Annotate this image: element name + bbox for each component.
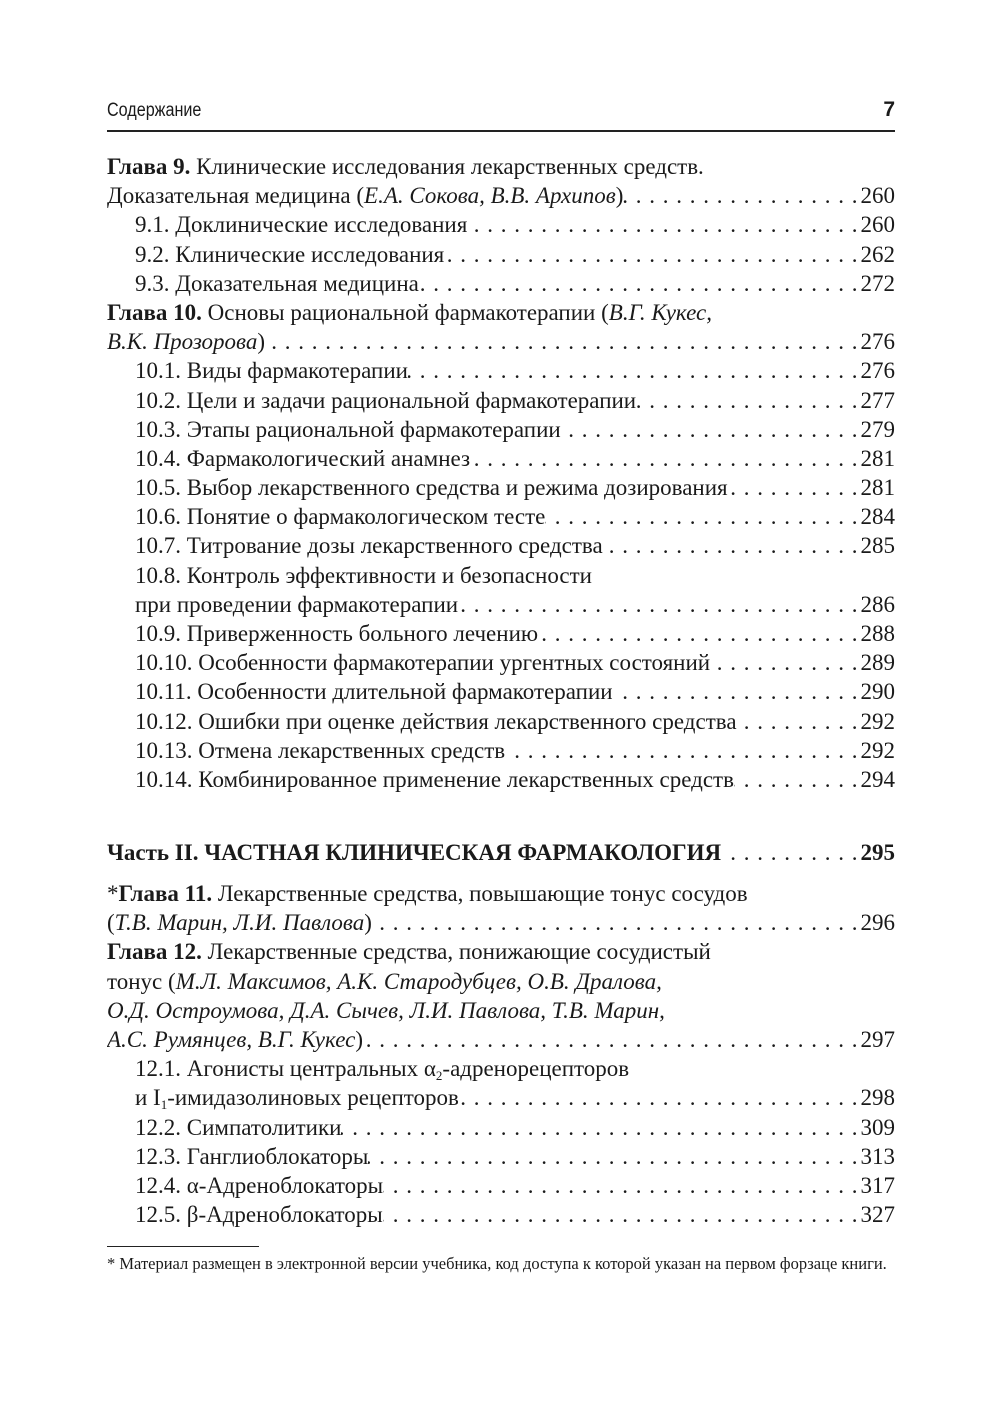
toc-entry-page: 276 [860, 358, 895, 384]
toc-entry-page: 317 [860, 1172, 895, 1198]
toc-entry-text [107, 879, 748, 908]
dot-leader [419, 269, 861, 298]
toc-entry[interactable] [107, 1171, 895, 1200]
toc-entry-text-part: 12.2. Симпатолитики [135, 1114, 342, 1140]
toc-entry-text-part: ) [615, 183, 624, 209]
toc-entry-text-part: Лекарственные средства, понижающие сосудистый [201, 939, 711, 965]
toc-entry-text [107, 937, 711, 966]
footnote-divider [107, 1246, 259, 1247]
dot-leader [383, 1200, 861, 1229]
dot-leader [363, 1025, 861, 1054]
toc-entry-page: 313 [860, 1143, 895, 1169]
toc-entry-text [135, 269, 419, 298]
toc-entry-authors: Е.А. Сокова, В.В. Архипов [364, 183, 616, 209]
toc-entry[interactable] [107, 996, 895, 1025]
toc-entry-page: 285 [860, 533, 895, 559]
toc-entry[interactable] [107, 531, 895, 560]
toc-entry-text [107, 967, 662, 996]
toc-entry-text-part: ) [364, 910, 372, 936]
toc-entry-text-part: 12.5. β-Адреноблокаторы [135, 1202, 383, 1228]
toc-entry[interactable] [107, 444, 895, 473]
toc-entry-text [135, 765, 734, 794]
dot-leader [458, 590, 860, 619]
toc-entry-page: 284 [860, 504, 895, 530]
toc-entry-text-part: 10.10. Особенности фармакотерапии ургентных состояний [135, 650, 711, 676]
toc-entry[interactable] [107, 327, 895, 356]
toc-entry[interactable] [107, 269, 895, 298]
toc-entry[interactable] [107, 677, 895, 706]
toc-entry-text [135, 210, 467, 239]
toc-entry-page: 289 [860, 650, 895, 676]
toc-entry-text [107, 1025, 363, 1054]
toc-entry-text [135, 356, 408, 385]
toc-entry-authors: О.Д. Остроумова, Д.А. Сычев, Л.И. Павлова, Т.В. Марин, [107, 997, 665, 1023]
toc-entry-page: 309 [860, 1114, 895, 1140]
toc-entry-text [135, 1142, 368, 1171]
toc-entry-text-part: 10.8. Контроль эффективности и безопасности [135, 562, 592, 588]
toc-entry[interactable] [107, 908, 895, 937]
page-number: 7 [883, 98, 895, 121]
toc-entry-text-part: 10.11. Особенности длительной фармакотерапии [135, 679, 613, 705]
toc-entry-page: 281 [860, 445, 895, 471]
dot-leader [734, 765, 861, 794]
toc-entry-text [135, 590, 458, 619]
toc-entry-page: 298 [860, 1085, 895, 1111]
toc-entry-text [135, 1171, 383, 1200]
toc-entry[interactable] [107, 240, 895, 269]
toc-entry[interactable] [107, 967, 895, 996]
toc-entry-text-part: 10.5. Выбор лекарственного средства и режима дозирования [135, 475, 728, 501]
toc-entry-text [135, 444, 470, 473]
toc-entry-text-part: 12.4. α-Адреноблокаторы [135, 1172, 384, 1198]
dot-leader [636, 386, 860, 415]
toc-entry-text-part: 12.1. Агонисты центральных α [135, 1056, 436, 1082]
toc-entry[interactable] [107, 648, 895, 677]
toc-entry[interactable] [107, 561, 895, 590]
toc-entry-text-part: ) [257, 329, 266, 355]
toc-entry-text-part: 10.3. Этапы рациональной фармакотерапии [135, 416, 561, 442]
toc-entry-text-part: 10.9. Приверженность больного лечению [135, 621, 539, 646]
toc-entry-text-part: Лекарственные средства, повышающие тонус сосудов [212, 881, 748, 906]
toc-entry-authors: В.Г. Кукес, [608, 299, 712, 325]
toc-entry-page: 292 [860, 708, 895, 734]
toc-entry-label: Часть II. ЧАСТНАЯ КЛИНИЧЕСКАЯ ФАРМАКОЛОГИЯ [107, 840, 722, 865]
toc-entry-text-part: * [107, 881, 119, 906]
toc-entry[interactable] [107, 152, 895, 181]
toc-entry[interactable] [107, 838, 895, 867]
toc-entry-page: 295 [860, 840, 895, 865]
toc-entry-text-part: 12.3. Ганглиоблокаторы [135, 1143, 369, 1169]
toc-entry-text-part: 10.12. Ошибки при оценке действия лекарственного средства [135, 708, 737, 734]
toc-entry-text [135, 1113, 341, 1142]
toc-entry[interactable] [107, 181, 895, 210]
toc-entry-text [135, 619, 538, 648]
dot-leader [728, 473, 861, 502]
toc-entry[interactable] [107, 1200, 895, 1229]
dot-leader [545, 502, 860, 531]
dot-leader [372, 908, 861, 937]
toc-entry-authors: А.С. Румянцев, В.Г. Кукес [107, 1026, 356, 1052]
toc-entry[interactable] [107, 298, 895, 327]
toc-entry-text-part: 10.13. Отмена лекарственных средств [135, 737, 506, 763]
toc-entry-page: 290 [860, 679, 895, 705]
toc-entry[interactable] [107, 590, 895, 619]
footnote: * Материал размещен в электронной версии учебника, код доступа к которой указан на первом форзаце книги. [107, 1254, 887, 1273]
toc-entry-page: 260 [860, 183, 895, 209]
toc-entry-text-part: 9.1. Доклинические исследования [135, 212, 468, 238]
toc-entry-text-part: при проведении фармакотерапии [135, 591, 459, 617]
dot-leader [737, 707, 861, 736]
toc-entry-text [107, 838, 721, 867]
toc-entry-text [107, 298, 712, 327]
dot-leader [408, 356, 861, 385]
toc-entry-page: 272 [860, 270, 895, 296]
toc-entry-text [107, 327, 265, 356]
dot-leader [505, 736, 860, 765]
dot-leader [341, 1113, 860, 1142]
toc-entry[interactable] [107, 765, 895, 794]
toc-entry-page: 294 [860, 766, 895, 792]
toc-entry-page: 327 [860, 1202, 895, 1228]
toc-entry-text [135, 386, 636, 415]
dot-leader [538, 619, 860, 648]
toc-entry-text-part: и I [135, 1085, 161, 1111]
toc-entry-page: 286 [860, 591, 895, 617]
toc-entry-text [135, 677, 613, 706]
toc-entry[interactable] [107, 937, 895, 966]
toc-entry-label: Глава 9. [107, 154, 191, 179]
toc-entry-text-part: 9.3. Доказательная медицина [135, 270, 419, 296]
running-header [107, 98, 895, 132]
dot-leader [623, 181, 860, 210]
toc-entry-text [135, 1054, 629, 1083]
toc-entry-text [135, 240, 444, 269]
toc-entry-authors: В.К. Прозорова [107, 329, 258, 355]
toc-entry-text-part: тонус ( [107, 968, 176, 994]
toc-entry-text [135, 502, 545, 531]
toc-entry-text [107, 152, 704, 181]
toc-entry-text [107, 996, 665, 1025]
toc-entry-text [135, 473, 728, 502]
toc-entry[interactable] [107, 473, 895, 502]
dot-leader [467, 210, 860, 239]
toc-entry-text [135, 531, 603, 560]
toc-entry-label: Глава 12. [107, 939, 202, 965]
toc-entry-text-part: 1 [160, 1097, 168, 1113]
toc-entry-text-part: 2 [435, 1068, 443, 1084]
toc-entry-text [135, 1200, 383, 1229]
toc-entry-page: 262 [860, 241, 895, 267]
toc-entry[interactable] [107, 707, 895, 736]
toc-entry[interactable] [107, 1054, 895, 1083]
toc-entry-label: Глава 10. [107, 299, 202, 325]
toc-entry[interactable] [107, 1113, 895, 1142]
toc-entry-text-part: 10.7. Титрование дозы лекарственного средства [135, 533, 603, 559]
toc-entry[interactable] [107, 1083, 895, 1112]
toc-entry[interactable] [107, 386, 895, 415]
toc-entry-text-part: -имидазолиновых рецепторов [167, 1085, 459, 1111]
toc-entry[interactable] [107, 619, 895, 648]
toc-entry-text-part: -адренорецепторов [442, 1056, 630, 1082]
toc-entry-text-part: 9.2. Клинические исследования [135, 241, 445, 267]
toc-entry[interactable] [107, 356, 895, 385]
toc-entry-label: Глава 11. [118, 881, 213, 906]
toc-entry[interactable] [107, 1025, 895, 1054]
toc-entry-authors: Т.В. Марин, Л.И. Павлова [114, 910, 365, 936]
toc-entry-text-part: ( [107, 910, 115, 936]
toc-entry-text-part: 10.4. Фармакологический анамнез [135, 445, 471, 471]
dot-leader [561, 415, 861, 444]
dot-leader [710, 648, 860, 677]
toc-entry-text [135, 1083, 459, 1112]
dot-leader [368, 1142, 860, 1171]
toc-entry-page: 281 [860, 475, 895, 501]
dot-leader [603, 531, 861, 560]
toc-entry-page: 297 [860, 1026, 895, 1052]
toc-entry-authors: М.Л. Максимов, А.К. Стародубцев, О.В. Дралова, [175, 968, 662, 994]
toc-entry-text [107, 181, 623, 210]
toc-entry-text [135, 648, 710, 677]
running-header-title: Содержание [107, 100, 202, 121]
toc-entry-text [135, 415, 561, 444]
dot-leader [383, 1171, 860, 1200]
toc-part-heading [107, 838, 895, 867]
toc-entry[interactable] [107, 502, 895, 531]
dot-leader [459, 1083, 861, 1112]
dot-leader [444, 240, 860, 269]
toc-entry[interactable] [107, 736, 895, 765]
toc-entry-text [135, 707, 737, 736]
dot-leader [613, 677, 861, 706]
toc-entry-page: 260 [860, 212, 895, 238]
toc-entry-text-part: Доказательная медицина ( [107, 183, 365, 209]
toc-entry-page: 279 [860, 416, 895, 442]
toc-entry-text-part: 10.1. Виды фармакотерапии [135, 358, 408, 384]
toc-block-part-1 [107, 152, 895, 794]
toc-entry-text [135, 561, 592, 590]
toc-entry[interactable] [107, 415, 895, 444]
dot-leader [265, 327, 860, 356]
toc-entry-text-part: ) [355, 1026, 363, 1052]
toc-entry-text-part: 10.2. Цели и задачи рациональной фармакотерапии [135, 387, 637, 413]
toc-entry[interactable] [107, 879, 895, 908]
dot-leader [721, 838, 860, 867]
toc-entry-text-part: Основы рациональной фармакотерапии ( [201, 299, 609, 325]
toc-entry-page: 288 [860, 621, 895, 646]
toc-entry-text [107, 908, 372, 937]
toc-block-part-2 [107, 879, 895, 1229]
toc-entry-text-part: 10.6. Понятие о фармакологическом тесте [135, 504, 546, 530]
dot-leader [470, 444, 860, 473]
toc-entry-page: 292 [860, 737, 895, 763]
toc-entry-text [135, 736, 505, 765]
toc-entry-text-part: 10.14. Комбинированное применение лекарственных средств [135, 766, 734, 792]
toc-entry-page: 277 [860, 387, 895, 413]
toc-entry-page: 276 [860, 329, 895, 355]
toc-entry-page: 296 [860, 910, 895, 936]
toc-entry[interactable] [107, 1142, 895, 1171]
toc-entry[interactable] [107, 210, 895, 239]
toc-entry-text-part: Клинические исследования лекарственных средств. [190, 154, 704, 179]
